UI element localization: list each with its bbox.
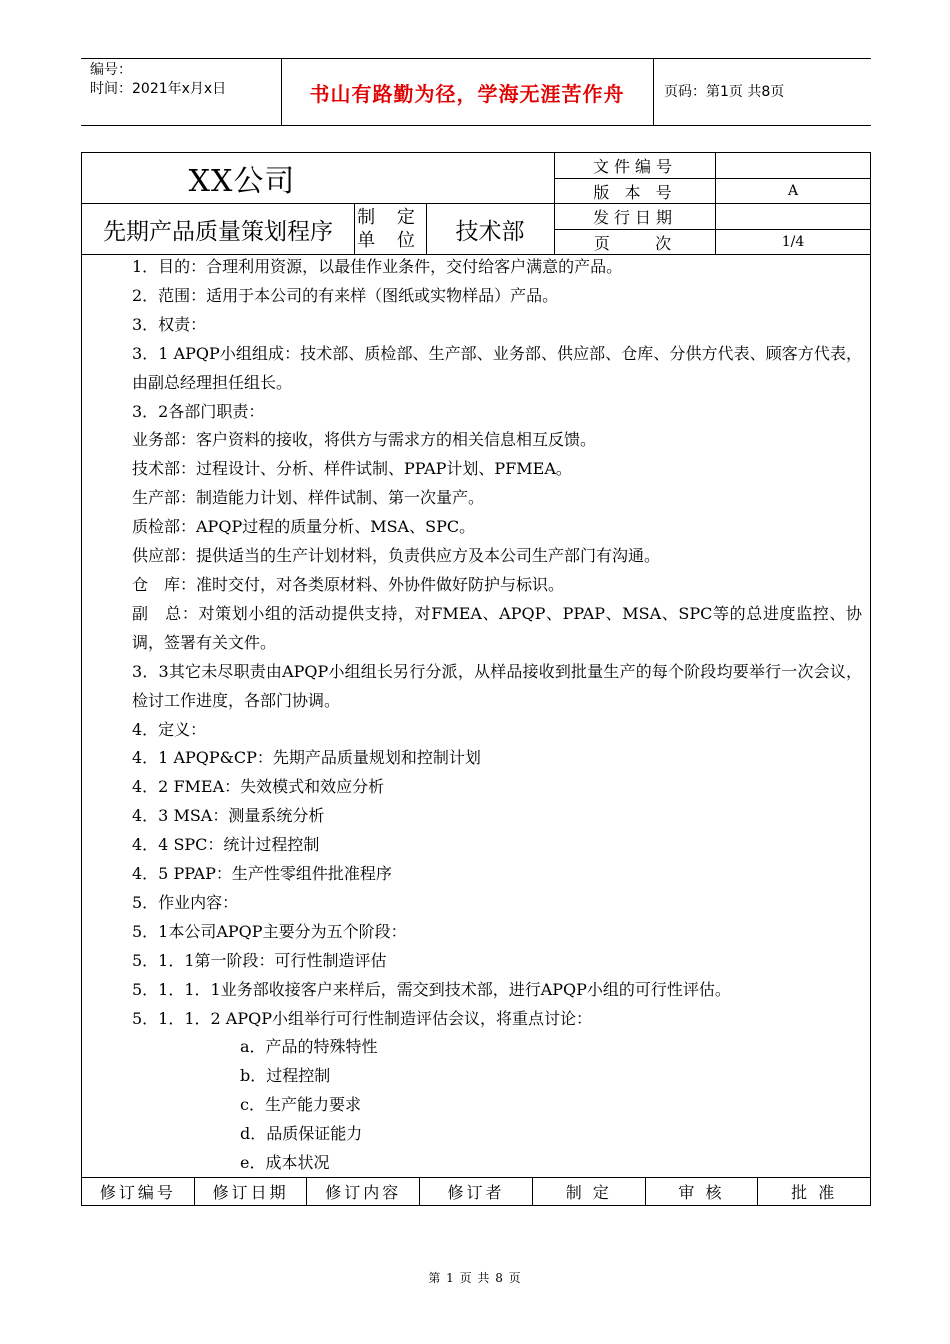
body-paragraph: b．过程控制 bbox=[240, 1066, 331, 1086]
body-paragraph: 4．2 FMEA：失效模式和效应分析 bbox=[132, 777, 385, 797]
body-paragraph: 业务部：客户资料的接收，将供方与需求方的相关信息相互反馈。 bbox=[132, 430, 597, 450]
header-meta bbox=[90, 61, 226, 99]
body-paragraph: 5．1．1第一阶段：可行性制造评估 bbox=[132, 950, 387, 970]
body-paragraph: d．品质保证能力 bbox=[240, 1124, 363, 1144]
body-paragraph: 3．权责： bbox=[132, 314, 207, 334]
body-paragraph: 仓 库：准时交付，对各类原材料、外协件做好防护与标识。 bbox=[132, 574, 565, 594]
procedure-title: 先期产品质量策划程序 bbox=[103, 218, 333, 245]
revision-table bbox=[82, 1177, 870, 1205]
body-paragraph: e．成本状况 bbox=[240, 1153, 330, 1173]
number-label: 编号： bbox=[90, 62, 132, 78]
divider bbox=[653, 59, 654, 125]
page-value: 1/4 bbox=[781, 234, 805, 250]
motto-text: 书山有路勤为径，学海无涯苦作舟 bbox=[309, 81, 625, 106]
issue-date-value bbox=[716, 204, 870, 229]
body-paragraph: 4．定义： bbox=[132, 719, 207, 739]
body-paragraph: a．产品的特殊特性 bbox=[240, 1037, 378, 1057]
body-paragraph: 5．作业内容： bbox=[132, 892, 239, 912]
issue-date-label: 发行日期 bbox=[592, 208, 677, 227]
body-paragraph: 生产部：制造能力计划、样件试制、第一次量产。 bbox=[132, 488, 485, 508]
body-paragraph: 4．1 APQP&CP：先期产品质量规划和控制计划 bbox=[132, 748, 481, 768]
revision-header-cell: 修订日期 bbox=[195, 1178, 308, 1205]
version-value: A bbox=[787, 183, 799, 199]
body-paragraph: 副 总：对策划小组的活动提供支持，对FMEA、APQP、PPAP、MSA、SPC等的总进度监控、协调，签署有关文件。 bbox=[132, 603, 862, 652]
body-paragraph: 4．4 SPC：统计过程控制 bbox=[132, 835, 320, 855]
time-label: 时间：2021年x月x日 bbox=[90, 81, 227, 97]
revision-header-cell: 修订编号 bbox=[82, 1178, 195, 1205]
body-paragraph: 5．1本公司APQP主要分为五个阶段： bbox=[132, 921, 407, 941]
revision-header-cell: 修订内容 bbox=[307, 1178, 420, 1205]
body-paragraph: 5．1．1．1业务部收接客户来样后，需交到技术部，进行APQP小组的可行性评估。 bbox=[132, 979, 731, 999]
page-header bbox=[81, 58, 871, 126]
document-frame bbox=[81, 152, 871, 1206]
body-paragraph: 1．目的：合理利用资源，以最佳作业条件，交付给客户满意的产品。 bbox=[132, 257, 623, 276]
procedure-body bbox=[94, 253, 862, 1178]
body-paragraph: 供应部：提供适当的生产计划材料，负责供应方及本公司生产部门有沟通。 bbox=[132, 546, 661, 566]
body-paragraph: 4．5 PPAP：生产性零组件批准程序 bbox=[132, 864, 392, 884]
company-name: XX公司 bbox=[188, 164, 296, 199]
version-label: 版 本 号 bbox=[593, 182, 677, 202]
page-code: 页码：第1页 共8页 bbox=[664, 84, 785, 100]
unit-label bbox=[354, 204, 426, 254]
revision-header-cell: 修订者 bbox=[420, 1178, 533, 1205]
unit-label-line1: 制 定 bbox=[357, 207, 423, 228]
body-paragraph: 3．3其它未尽职责由APQP小组组长另行分派，从样品接收到批量生产的每个阶段均要举行一次会议，检讨工作进度，各部门协调。 bbox=[132, 661, 862, 710]
body-paragraph: 5．1．1．2 APQP小组举行可行性制造评估会议，将重点讨论： bbox=[132, 1008, 593, 1028]
file-number-value bbox=[716, 153, 870, 178]
revision-header-cell: 制 定 bbox=[533, 1178, 646, 1205]
body-paragraph: 质检部：APQP过程的质量分析、MSA、SPC。 bbox=[132, 517, 476, 537]
body-paragraph: 4．3 MSA：测量系统分析 bbox=[132, 806, 325, 826]
revision-header-cell: 审 核 bbox=[646, 1178, 759, 1205]
page-label: 页 次 bbox=[593, 233, 677, 253]
body-paragraph: c．生产能力要求 bbox=[240, 1095, 361, 1115]
revision-header-cell: 批 准 bbox=[791, 1183, 838, 1202]
body-paragraph: 3．2各部门职责： bbox=[132, 401, 265, 421]
body-paragraph: 2．范围：适用于本公司的有来样（图纸或实物样品）产品。 bbox=[132, 285, 559, 305]
unit-label-line2: 单 位 bbox=[357, 230, 423, 251]
page-footer: 第 1 页 共 8 页 bbox=[428, 1271, 522, 1285]
body-paragraph: 3．1 APQP小组组成：技术部、质检部、生产部、业务部、供应部、仓库、分供方代表、顾客方代表，由副总经理担任组长。 bbox=[132, 343, 862, 392]
file-number-label: 文件编号 bbox=[592, 157, 677, 176]
body-paragraph: 技术部：过程设计、分析、样件试制、PPAP计划、PFMEA。 bbox=[132, 459, 572, 479]
department-name: 技术部 bbox=[455, 218, 525, 245]
